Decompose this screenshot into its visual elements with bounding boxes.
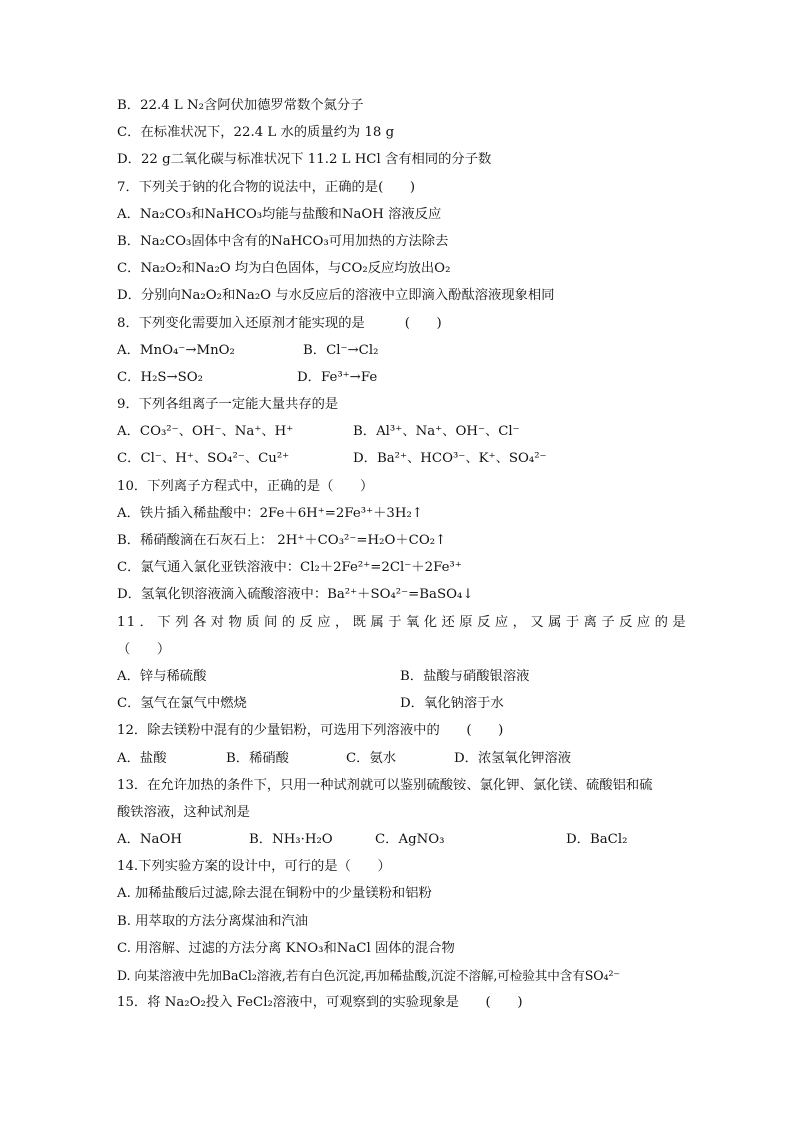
q9-option-a: A．CO₃²⁻、OH⁻、Na⁺、H⁺ — [117, 424, 294, 440]
q12-option-d: D．浓氢氧化钾溶液 — [454, 750, 572, 766]
q9-options-row2 — [117, 445, 687, 472]
q9-stem: 9．下列各组离子一定能大量共存的是 — [117, 397, 339, 413]
q8-option-a: A．MnO₄⁻→MnO₂ — [117, 342, 235, 358]
q6-option-b: B．22.4 L N₂含阿伏加德罗常数个氮分子 — [117, 98, 364, 113]
q15-stem: 15．将 Na₂O₂投入 FeCl₂溶液中，可观察到的实验现象是 ( ) — [117, 995, 523, 1011]
q14-option-d: D. 向某溶液中先加BaCl₂溶液,若有白色沉淀,再加稀盐酸,沉淀不溶解,可检验其中含有SO₄²⁻ — [117, 968, 620, 983]
q9-options-row1 — [117, 418, 687, 445]
q14-option-b: B. 用萃取的方法分离煤油和汽油 — [117, 913, 309, 929]
q14-option-a: A. 加稀盐酸后过滤,除去混在铜粉中的少量镁粉和铝粉 — [117, 886, 432, 902]
q11-option-b: B．盐酸与硝酸银溶液 — [400, 668, 530, 684]
q9-option-c: C．Cl⁻、H⁺、SO₄²⁻、Cu²⁺ — [117, 451, 290, 467]
q8-options-row1 — [117, 337, 687, 364]
q11-option-a: A．锌与稀硫酸 — [117, 668, 207, 684]
q14-option-c: C. 用溶解、过滤的方法分离 KNO₃和NaCl 固体的混合物 — [117, 940, 455, 956]
q10-stem: 10．下列离子方程式中，正确的是（ ） — [117, 478, 374, 494]
q6-option-d: D．22 g二氧化碳与标准状况下 11.2 L HCl 含有相同的分子数 — [117, 152, 492, 168]
q10-option-d: D．氢氧化钡溶液滴入硫酸溶液中：Ba²⁺＋SO₄²⁻=BaSO₄↓ — [117, 587, 474, 603]
q11-option-d: D．氧化钠溶于水 — [400, 696, 504, 712]
q7-option-a: A．Na₂CO₃和NaHCO₃均能与盐酸和NaOH 溶液反应 — [117, 206, 442, 222]
q11-options-row1 — [117, 663, 687, 690]
q7-option-c: C．Na₂O₂和Na₂O 均为白色固体，与CO₂反应均放出O₂ — [117, 261, 451, 277]
q13-option-c: C．AgNO₃ — [375, 832, 445, 848]
q7-stem: 7．下列关于钠的化合物的说法中，正确的是( ) — [117, 179, 416, 195]
q13-option-b: B．NH₃·H₂O — [249, 832, 333, 848]
q14-stem: 14.下列实验方案的设计中，可行的是（ ） — [117, 859, 391, 875]
q13-option-d: D．BaCl₂ — [566, 832, 628, 848]
q12-option-a: A．盐酸 — [117, 750, 167, 766]
q8-option-d: D．Fe³⁺→Fe — [297, 369, 378, 385]
q11-option-c: C．氢气在氯气中燃烧 — [117, 696, 247, 712]
q8-options-row2 — [117, 364, 687, 391]
q11-stem: 11．下列各对物质间的反应，既属于氧化还原反应，又属于离子反应的是 — [117, 614, 687, 630]
q9-option-d: D．Ba²⁺、HCO³⁻、K⁺、SO₄²⁻ — [353, 451, 547, 467]
q11-options-row2 — [117, 690, 687, 717]
q8-option-c: C．H₂S→SO₂ — [117, 369, 203, 385]
q13-option-a: A．NaOH — [117, 832, 182, 848]
q7-option-d: D．分别向Na₂O₂和Na₂O 与水反应后的溶液中立即滴入酚酞溶液现象相同 — [117, 288, 555, 304]
exam-page — [117, 92, 687, 1016]
q12-option-b: B．稀硝酸 — [226, 750, 289, 766]
q12-option-c: C．氨水 — [346, 750, 397, 766]
q10-option-a: A．铁片插入稀盐酸中：2Fe＋6H⁺=2Fe³⁺＋3H₂↑ — [117, 505, 423, 521]
q13-options — [117, 826, 687, 853]
q9-option-b: B．Al³⁺、Na⁺、OH⁻、Cl⁻ — [353, 424, 520, 440]
q8-stem: 8．下列变化需要加入还原剂才能实现的是 ( ) — [117, 315, 442, 331]
q11-answer-bracket: （ ） — [117, 641, 171, 657]
q10-option-b: B．稀硝酸滴在石灰石上： 2H⁺＋CO₃²⁻=H₂O＋CO₂↑ — [117, 533, 447, 548]
q12-stem: 12．除去镁粉中混有的少量铝粉，可选用下列溶液中的 ( ) — [117, 723, 504, 739]
q6-option-c: C．在标准状况下，22.4 L 水的质量约为 18 g — [117, 125, 395, 141]
q8-option-b: B．Cl⁻→Cl₂ — [303, 342, 379, 358]
q10-option-c: C．氯气通入氯化亚铁溶液中：Cl₂＋2Fe²⁺=2Cl⁻＋2Fe³⁺ — [117, 560, 462, 576]
q13-stem-line2: 酸铁溶液，这种试剂是 — [117, 804, 250, 820]
q7-option-b: B．Na₂CO₃固体中含有的NaHCO₃可用加热的方法除去 — [117, 233, 449, 249]
q13-stem-line1: 13．在允许加热的条件下，只用一种试剂就可以鉴别硫酸铵、氯化钾、氯化镁、硫酸铝和硫 — [117, 777, 653, 793]
q12-options — [117, 745, 687, 772]
